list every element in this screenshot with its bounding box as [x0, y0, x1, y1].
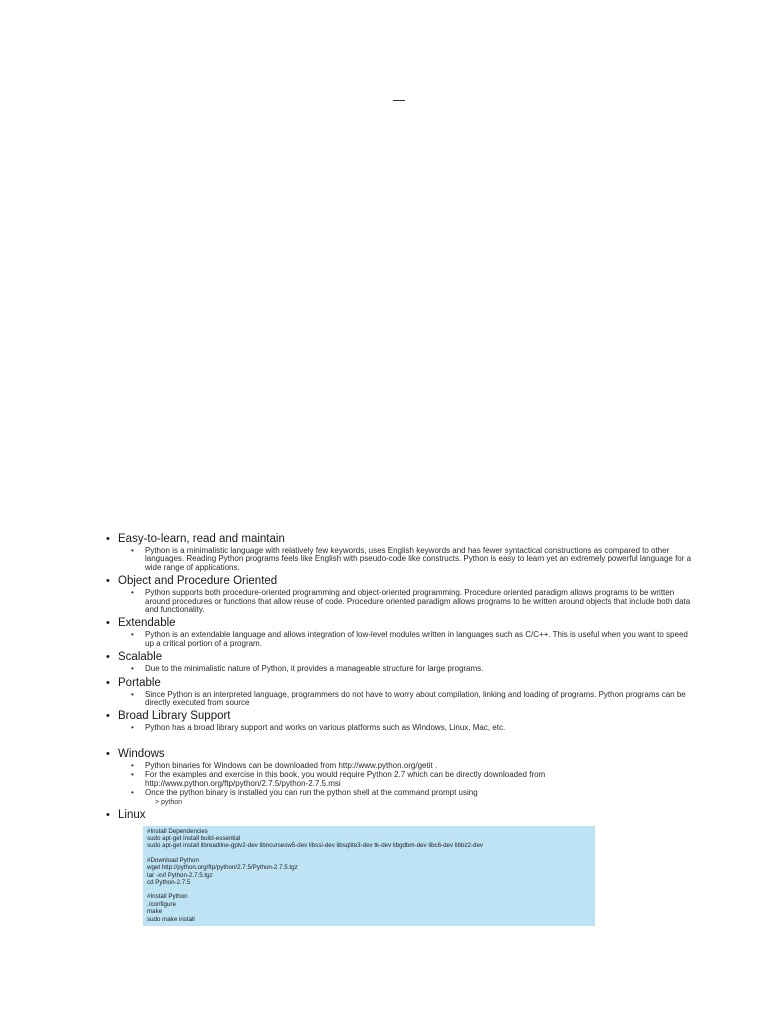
sub-bullet-icon: • [131, 723, 134, 733]
code-line: cd Python-2.7.5 [147, 878, 191, 886]
sub-bullet-icon: • [131, 788, 134, 798]
feature-description: Python is a minimalistic language with relatively few keywords, uses English keywords and has fewer syntactical constructions as compared to other languages. Reading Python programs feels like English with pseudo-code like constructs. Python is easy to learn yet an extremely powerful language for a wide range of applications. [145, 546, 692, 572]
bullet-icon: • [106, 710, 110, 723]
feature-description: Python is an extendable language and allows integration of low-level modules written in languages such as C/C++. This is useful when you want to speed up a critical portion of a program. [145, 630, 688, 648]
feature-item [106, 532, 706, 572]
install-heading: Linux [118, 808, 146, 821]
feature-heading: Scalable [118, 651, 163, 664]
sub-bullet-icon: • [131, 630, 134, 640]
python-command: > python [155, 798, 183, 806]
document-content [106, 532, 706, 926]
feature-item [106, 676, 706, 708]
code-line: tar -xvf Python-2.7.5.tgz [147, 871, 213, 879]
feature-item [106, 574, 706, 614]
code-line: #Install Python [147, 893, 188, 901]
feature-item [106, 709, 706, 732]
bullet-icon: • [106, 651, 110, 664]
feature-item [106, 616, 706, 648]
bullet-icon: • [106, 676, 110, 689]
code-line: ./configure [147, 900, 176, 908]
bullet-icon: • [106, 617, 110, 630]
bullet-icon: • [106, 533, 110, 545]
install-heading: Windows [118, 747, 165, 760]
feature-heading: Object and Procedure Oriented [118, 575, 278, 588]
code-line: sudo make install [147, 915, 195, 923]
feature-heading: Portable [118, 676, 161, 689]
linux-code-block [143, 826, 595, 926]
sub-bullet-icon: • [131, 588, 134, 598]
windows-step: Once the python binary is installed you can run the python shell at the command prompt using [145, 788, 478, 798]
feature-heading: Extendable [118, 617, 176, 630]
code-line: make [147, 908, 163, 916]
sub-bullet-icon: • [131, 664, 134, 674]
code-line: #Download Python [147, 856, 199, 864]
feature-description: Python has a broad library support and works on various platforms such as Windows, Linux, Mac, etc. [145, 723, 506, 733]
feature-list [106, 532, 706, 733]
sub-bullet-icon: • [131, 546, 134, 555]
sub-bullet-icon: • [131, 760, 134, 770]
code-blank-line [147, 886, 591, 893]
code-line: #Install Dependencies [147, 827, 208, 835]
feature-heading: Broad Library Support [118, 710, 231, 723]
code-line: sudo apt-get install build-essential [147, 834, 241, 842]
code-line: sudo apt-get install libreadline-gplv2-dev libncursesw5-dev libssl-dev libsqlite3-dev tk-dev libgdbm-dev libc6-dev libbz2-dev [147, 842, 484, 850]
bullet-icon: • [106, 808, 110, 821]
windows-step: Python binaries for Windows can be downloaded from http://www.python.org/getit . [145, 760, 438, 770]
windows-step: For the examples and exercise in this book, you would require Python 2.7 which can be directly downloaded from http://www.python.org/ftp/python/2.7.5/python-2.7.5.msi [145, 770, 546, 788]
page-top-dash [393, 100, 405, 101]
code-line: wget http://python.org/ftp/python/2.7.5/Python-2.7.5.tgz [147, 864, 298, 872]
install-section [106, 747, 706, 926]
install-linux [106, 808, 706, 926]
feature-heading: Easy-to-learn, read and maintain [118, 533, 285, 545]
feature-description: Due to the minimalistic nature of Python, it provides a manageable structure for large programs. [145, 664, 484, 674]
install-windows [106, 747, 706, 808]
sub-bullet-icon: • [131, 770, 134, 780]
bullet-icon: • [106, 747, 110, 760]
feature-item [106, 650, 706, 673]
feature-description: Since Python is an interpreted language, programmers do not have to worry about compilation, linking and loading of programs. Python programs can be directly executed from source [145, 689, 686, 708]
sub-bullet-icon: • [131, 689, 134, 699]
bullet-icon: • [106, 575, 110, 588]
code-blank-line [147, 850, 591, 857]
feature-description: Python supports both procedure-oriented programming and object-oriented programming. Procedure oriented paradigm allows programs to be written around procedures or functions that allow reuse of code. Procedure oriented paradigm allows programs to be written around objects that include both data and functionality. [145, 588, 691, 615]
